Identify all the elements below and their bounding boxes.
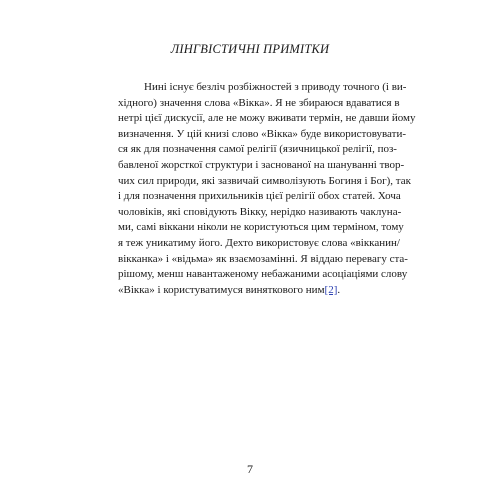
text-line: я теж уникатиму його. Дехто використовує слова «вікканин/: [118, 236, 400, 249]
text-line-last: [118, 283, 381, 299]
last-line-text: «Вікка» і користуватимуся виняткового ним: [118, 283, 325, 296]
text-line: чих сил природи, які зазвичай символізують Богиня і Бог), так: [118, 174, 411, 187]
body-paragraph: [118, 80, 416, 298]
text-line: чоловіків, які сповідують Вікку, нерідко називають чаклуна-: [118, 205, 402, 218]
text-line: і для позначення прихильників цієї релігії обох статей. Хоча: [118, 190, 401, 203]
text-line: Нині існує безліч розбіжностей з приводу точного (і ви-: [144, 81, 407, 93]
text-line: бавленої жорсткої структури і заснованої на шануванні твор-: [118, 158, 405, 171]
footnote-link[interactable]: [2]: [324, 283, 338, 296]
page-heading: ЛІНГВІСТИЧНІ ПРИМІТКИ: [170, 42, 330, 56]
text-line: рішому, менш навантаженому небажаними асоціаціями слову: [118, 268, 408, 281]
text-line: визначення. У цій книзі слово «Вікка» буде використовувати-: [118, 127, 407, 140]
page-number: 7: [247, 462, 253, 476]
text-line: ся як для позначення самої релігії (язичницької релігії, поз-: [118, 143, 397, 156]
last-line-end: .: [337, 283, 341, 296]
text-line: нетрі цієї дискусії, але не можу вживати термін, не давши йому: [118, 112, 416, 125]
text-line: хідного) значення слова «Вікка». Я не збираюся вдаватися в: [118, 96, 400, 109]
text-line: ми, самі віккани ніколи не користуються цим терміном, тому: [118, 221, 404, 234]
text-line: вікканка» і «відьма» як взаємозамінні. Я віддаю перевагу ста-: [118, 252, 408, 265]
